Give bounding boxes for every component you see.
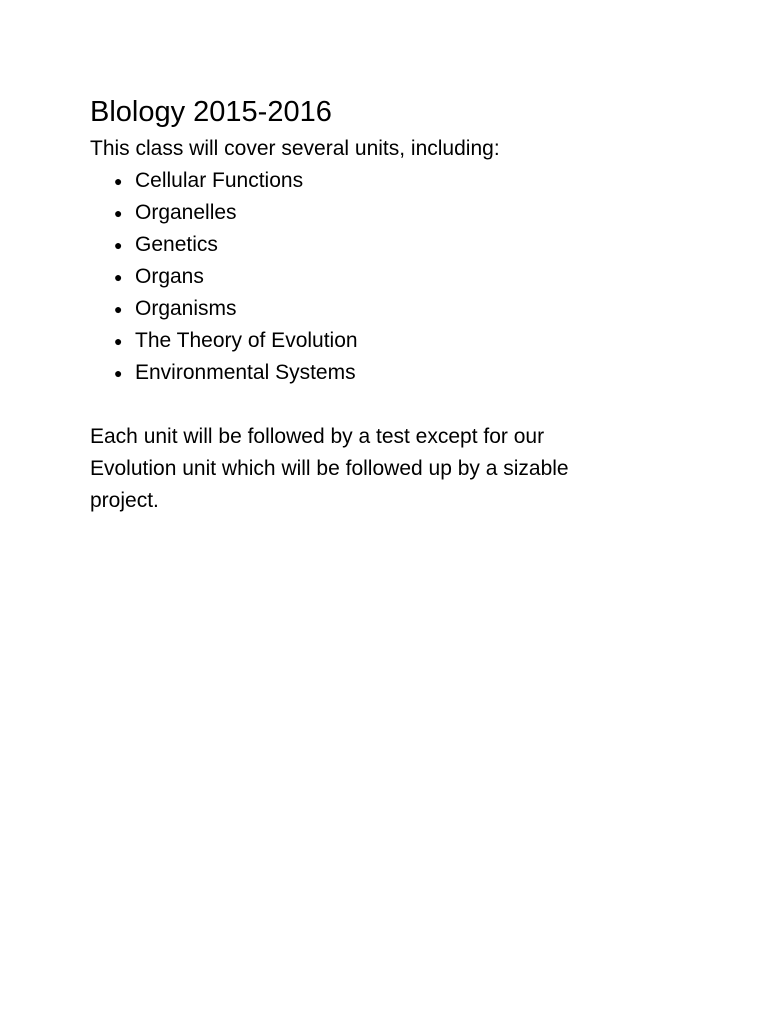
- unit-list-item: [90, 357, 690, 389]
- bullet-icon: ●: [114, 333, 123, 349]
- document-page: [90, 92, 690, 517]
- bullet-icon: ●: [114, 269, 123, 285]
- bullet-icon: ●: [114, 365, 123, 381]
- unit-label: The Theory of Evolution: [135, 329, 358, 352]
- unit-list: [90, 165, 690, 389]
- closing-paragraph: Each unit will be followed by a test except for our Evolution unit which will be followed up by a sizable project.: [90, 425, 569, 512]
- unit-label: Organelles: [135, 201, 237, 224]
- intro-paragraph: This class will cover several units, including:: [90, 137, 500, 160]
- document-title: Blology 2015-2016: [90, 96, 332, 128]
- unit-list-item: [90, 293, 690, 325]
- unit-label: Genetics: [135, 233, 218, 256]
- bullet-icon: ●: [114, 237, 123, 253]
- unit-list-item: [90, 197, 690, 229]
- unit-list-item: [90, 261, 690, 293]
- unit-label: Cellular Functions: [135, 169, 304, 192]
- unit-label: Organs: [135, 265, 204, 288]
- bullet-icon: ●: [114, 205, 123, 221]
- unit-label: Environmental Systems: [135, 361, 356, 384]
- unit-label: Organisms: [135, 297, 237, 320]
- bullet-icon: ●: [114, 301, 123, 317]
- unit-list-item: [90, 165, 690, 197]
- bullet-icon: ●: [114, 173, 123, 189]
- unit-list-item: [90, 229, 690, 261]
- unit-list-item: [90, 325, 690, 357]
